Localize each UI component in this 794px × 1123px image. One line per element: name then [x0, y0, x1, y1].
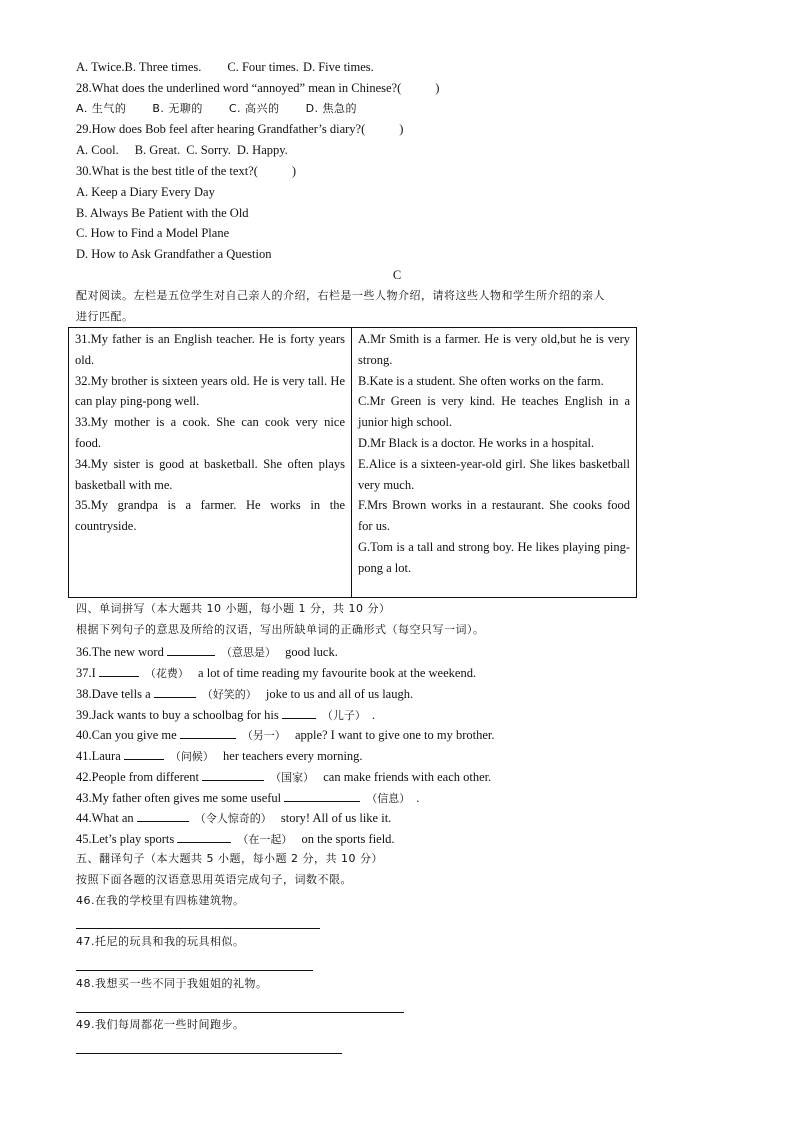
item-44-pre: 44.What an [76, 811, 134, 825]
item-44-blank[interactable] [137, 809, 189, 822]
item-37-post: a lot of time reading my favourite book at the weekend. [198, 666, 477, 680]
section-5-heading: 五、翻译句子（本大题共 5 小题，每小题 2 分，共 10 分） [76, 852, 383, 865]
section-5-instruction: 按照下面各题的汉语意思用英语完成句子，词数不限。 [76, 873, 352, 886]
section-c-instruction-line2: 进行匹配。 [76, 310, 134, 323]
translation-item-48: 48.我想买一些不同于我姐姐的礼物。 [76, 977, 268, 990]
item-40-post: apple? I want to give one to my brother. [294, 728, 495, 742]
item-39-blank[interactable] [282, 706, 316, 719]
section-4-heading: 四、单词拼写（本大题共 10 小题，每小题 1 分，共 10 分） [76, 602, 391, 615]
spelling-item-45 [76, 830, 395, 848]
q27-option-c: C. Four times. [227, 60, 299, 74]
q28-option-b: B. 无聊的 [152, 102, 203, 115]
q29-stem-text: 29.How does Bob feel after hearing Grandfather’s diary?( [76, 122, 366, 136]
item-43-hint: （信息） [366, 792, 411, 805]
q30-option-d: D. How to Ask Grandfather a Question [76, 247, 272, 261]
translation-47-answer-line[interactable] [76, 970, 313, 971]
item-37-hint: （花费） [144, 667, 189, 680]
translation-46-answer-line[interactable] [76, 928, 320, 929]
spelling-item-42 [76, 768, 491, 786]
item-40-blank[interactable] [180, 726, 236, 739]
q30-stem-text: 30.What is the best title of the text?( [76, 164, 258, 178]
q30-option-a: A. Keep a Diary Every Day [76, 185, 215, 199]
q27-option-d: D. Five times. [302, 60, 374, 74]
q30-option-b: B. Always Be Patient with the Old [76, 206, 249, 220]
item-38-pre: 38.Dave tells a [76, 687, 151, 701]
item-38-hint: （好笑的） [201, 688, 257, 701]
item-36-hint: （意思是） [220, 646, 276, 659]
item-38-blank[interactable] [154, 685, 196, 698]
right-column [352, 328, 637, 598]
item-39-pre: 39.Jack wants to buy a schoolbag for his [76, 708, 279, 722]
q28-option-d: D. 焦急的 [305, 102, 358, 115]
spelling-item-38 [76, 685, 413, 703]
item-45-hint: （在一起） [237, 833, 293, 846]
item-39-post: . [371, 708, 375, 722]
item-41-hint: （问候） [169, 750, 214, 763]
section-c-instruction-line1: 配对阅读。左栏是五位学生对自己亲人的介绍，右栏是一些人物介绍，请将这些人物和学生所介绍的亲人 [76, 289, 605, 302]
spelling-item-39 [76, 706, 375, 724]
right-item-e: E.Alice is a sixteen-year-old girl. She likes basketball very much. [358, 456, 630, 492]
q30-option-c: C. How to Find a Model Plane [76, 226, 230, 240]
q30-stem [76, 163, 296, 179]
q27-option-a: A. Twice. [76, 60, 125, 74]
item-42-hint: （国家） [270, 771, 315, 784]
left-column [69, 328, 352, 598]
right-item-d: D.Mr Black is a doctor. He works in a hospital. [358, 435, 595, 450]
q28-stem [76, 80, 439, 96]
item-40-hint: （另一） [241, 729, 286, 742]
item-42-blank[interactable] [202, 768, 264, 781]
left-item-33: 33.My mother is a cook. She can cook very nice food. [75, 415, 345, 450]
matching-table [68, 327, 637, 598]
translation-item-47: 47.托尼的玩具和我的玩具相似。 [76, 935, 245, 948]
right-item-f: F.Mrs Brown works in a restaurant. She cooks food for us. [358, 498, 630, 534]
item-45-post: on the sports field. [301, 832, 395, 846]
spelling-item-41 [76, 747, 363, 765]
q28-stem-text: 28.What does the underlined word “annoyed” mean in Chinese?( [76, 81, 402, 95]
item-41-post: her teachers every morning. [223, 749, 363, 763]
spelling-item-40 [76, 726, 495, 744]
right-item-b: B.Kate is a student. She often works on the farm. [358, 373, 604, 388]
item-37-pre: 37.I [76, 666, 96, 680]
item-41-pre: 41.Laura [76, 749, 121, 763]
item-38-post: joke to us and all of us laugh. [265, 687, 414, 701]
left-item-34: 34.My sister is good at basketball. She often plays basketball with me. [75, 456, 345, 492]
spelling-item-37 [76, 664, 476, 682]
q29-options [76, 142, 288, 158]
translation-48-answer-line[interactable] [76, 1012, 404, 1013]
q29-option-b: B. Great. [134, 143, 181, 157]
q28-option-a: A. 生气的 [76, 102, 127, 115]
left-item-31: 31.My father is an English teacher. He is forty years old. [75, 332, 345, 367]
item-43-post: . [416, 791, 420, 805]
item-36-post: good luck. [285, 645, 338, 659]
spelling-item-44 [76, 809, 391, 827]
q27-option-b: B. Three times. [124, 60, 202, 74]
section-4-instruction: 根据下列句子的意思及所给的汉语，写出所缺单词的正确形式（每空只写一词）。 [76, 623, 485, 636]
item-44-hint: （令人惊奇的） [194, 812, 272, 825]
item-41-blank[interactable] [124, 747, 164, 760]
right-item-c: C.Mr Green is very kind. He teaches English in a junior high school. [358, 394, 630, 430]
spelling-item-36 [76, 643, 338, 661]
item-45-pre: 45.Let’s play sports [76, 832, 175, 846]
item-36-blank[interactable] [167, 643, 215, 656]
item-44-post: story! All of us like it. [280, 811, 392, 825]
item-37-blank[interactable] [99, 664, 139, 677]
translation-item-46: 46.在我的学校里有四栋建筑物。 [76, 894, 245, 907]
item-42-post: can make friends with each other. [323, 770, 492, 784]
translation-49-answer-line[interactable] [76, 1053, 342, 1054]
item-43-blank[interactable] [284, 789, 360, 802]
q30-close: ) [291, 164, 297, 178]
item-42-pre: 42.People from different [76, 770, 199, 784]
translation-item-49: 49.我们每周都花一些时间跑步。 [76, 1018, 245, 1031]
spelling-item-43 [76, 789, 419, 807]
item-40-pre: 40.Can you give me [76, 728, 177, 742]
item-43-pre: 43.My father often gives me some useful [76, 791, 282, 805]
right-item-g: G.Tom is a tall and strong boy. He likes playing ping-pong a lot. [358, 539, 630, 575]
left-item-32: 32.My brother is sixteen years old. He is very tall. He can play ping-pong well. [75, 373, 345, 409]
item-36-pre: 36.The new word [76, 645, 164, 659]
q29-option-a: A. Cool. [76, 143, 119, 157]
q29-stem [76, 121, 403, 137]
q29-option-c: C. Sorry. [186, 143, 231, 157]
item-39-hint: （儿子） [321, 709, 366, 722]
left-item-35: 35.My grandpa is a farmer. He works in the countryside. [75, 498, 345, 534]
q27-options [76, 59, 374, 75]
q29-close: ) [399, 122, 404, 136]
right-item-a: A.Mr Smith is a farmer. He is very old,but he is very strong. [358, 332, 630, 367]
q29-option-d: D. Happy. [236, 143, 288, 157]
q28-options [76, 101, 357, 117]
q28-option-c: C. 高兴的 [228, 102, 280, 115]
section-c-letter: C [392, 268, 402, 282]
item-45-blank[interactable] [177, 830, 231, 843]
q28-close: ) [435, 81, 440, 95]
